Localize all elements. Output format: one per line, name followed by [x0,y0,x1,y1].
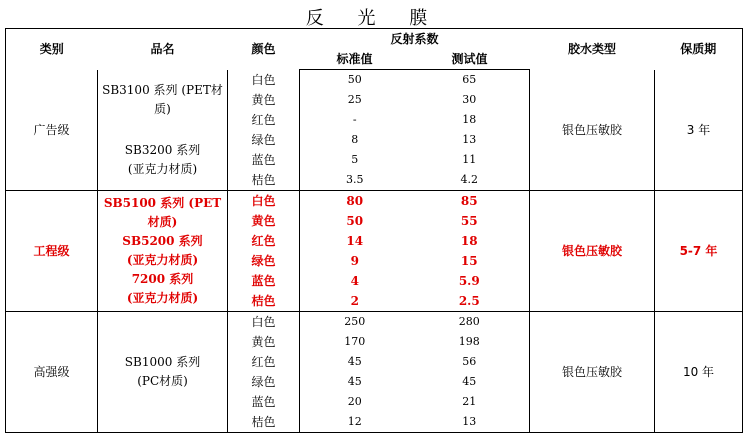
color-cell: 桔色 [228,291,300,312]
test-cell: 198 [458,335,480,348]
product-line: SB5200 系列 [122,234,203,248]
standard-cell: 45 [300,372,410,392]
color-cell: 红色 [228,231,300,251]
standard-cell: 8 [300,130,410,150]
shelf-cell: 10 年 [655,312,743,433]
table-row [6,312,743,333]
test-cell: 13 [462,133,477,146]
color-cell: 红色 [228,110,300,130]
test-cell: 15 [460,254,478,268]
test-cell: 30 [462,93,477,106]
color-cell: 蓝色 [228,150,300,170]
standard-cell: 2 [300,291,410,312]
header-color: 颜色 [251,42,276,57]
header-adhesive: 胶水类型 [568,42,617,57]
standard-cell: 9 [300,251,410,271]
test-cell: 65 [462,73,477,86]
test-cell: 13 [462,415,477,428]
color-cell: 蓝色 [228,271,300,291]
header-test: 测试值 [410,49,530,70]
product-line: SB5100 系列 (PET [103,196,222,210]
color-cell: 白色 [228,312,300,333]
product-line: (PC材质) [137,374,188,388]
shelf-cell: 5-7 年 [655,191,743,312]
test-cell: 280 [410,312,530,333]
group-advertising [6,70,743,191]
standard-cell: 45 [300,352,410,372]
color-cell: 绿色 [228,130,300,150]
standard-cell: - [300,110,410,130]
adhesive-cell: 银色压敏胶 [530,70,655,191]
test-cell: 18 [462,113,477,126]
test-cell: 55 [460,214,478,228]
color-cell: 桔色 [228,412,300,433]
shelf-cell: 3 年 [655,70,743,191]
product-line: (亚克力材质) [126,291,199,305]
group-products [98,312,228,433]
test-cell: 2.5 [458,294,480,308]
header-standard: 标准值 [300,49,410,70]
test-cell: 85 [410,191,530,212]
standard-cell: 5 [300,150,410,170]
standard-cell: 50 [300,211,410,231]
group-category: 高强级 [6,312,98,433]
color-cell: 黄色 [228,211,300,231]
color-cell: 白色 [228,70,300,91]
product-line: (亚克力材质) [126,253,199,267]
table-row [6,191,743,212]
product-line: SB3200 系列 [124,142,201,157]
header-shelf: 保质期 [680,42,717,57]
color-cell: 黄色 [228,90,300,110]
group-products [98,191,228,312]
group-products [98,70,228,191]
group-engineering [6,191,743,312]
standard-cell: 4 [300,271,410,291]
standard-cell: 14 [300,231,410,251]
header-product: 品名 [150,42,175,57]
standard-cell: 170 [300,332,410,352]
standard-cell: 50 [300,70,410,91]
color-cell: 蓝色 [228,392,300,412]
product-line: 7200 系列 [131,272,194,286]
group-high-intensity [6,312,743,433]
product-line: 材质) [147,215,178,229]
color-cell: 红色 [228,352,300,372]
product-line: 质) [154,101,171,116]
page-title: 反 光 膜 [305,8,442,29]
adhesive-cell: 银色压敏胶 [530,312,655,433]
product-line: (亚克力材质) [127,161,198,176]
test-cell: 45 [462,375,477,388]
group-category: 工程级 [6,191,98,312]
adhesive-cell: 银色压敏胶 [530,191,655,312]
group-category: 广告级 [33,122,70,137]
standard-cell: 80 [300,191,410,212]
product-line: SB3100 系列 (PET材 [102,82,223,97]
standard-cell: 25 [300,90,410,110]
test-cell: 11 [462,153,477,166]
color-cell: 黄色 [228,332,300,352]
table-row [6,70,743,91]
standard-cell: 20 [300,392,410,412]
header-category: 类别 [39,42,64,57]
test-cell: 5.9 [458,274,480,288]
test-cell: 18 [460,234,478,248]
product-line: SB1000 系列 [124,355,201,369]
standard-cell: 250 [300,312,410,333]
color-cell: 绿色 [228,251,300,271]
standard-cell: 3.5 [300,170,410,191]
reflective-film-table [5,28,743,433]
color-cell: 桔色 [228,170,300,191]
test-cell: 21 [462,395,477,408]
header-reflect: 反射系数 [390,32,439,46]
standard-cell: 12 [300,412,410,433]
test-cell: 56 [462,355,477,368]
color-cell: 绿色 [228,372,300,392]
color-cell: 白色 [228,191,300,212]
test-cell: 4.2 [460,173,478,186]
